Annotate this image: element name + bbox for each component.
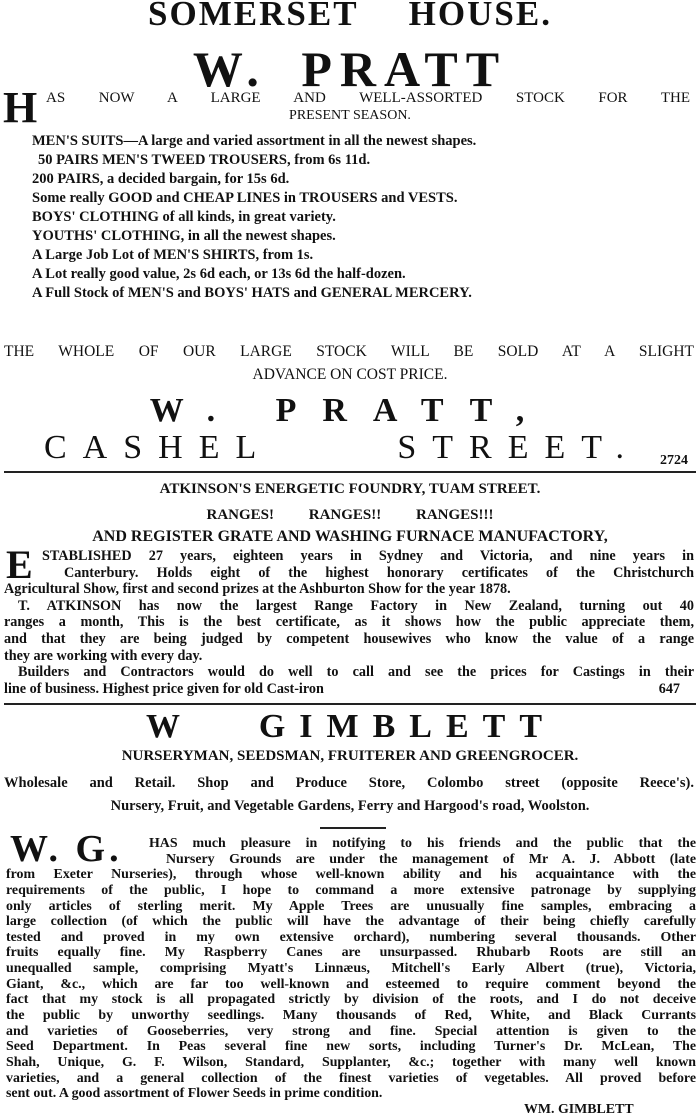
divider bbox=[4, 471, 696, 473]
body-line: HAS much pleasure in notifying to his friends and the public that the bbox=[149, 836, 696, 851]
list-item: A Full Stock of MEN'S and BOYS' HATS and GENERAL MERCERY. bbox=[32, 285, 472, 301]
body-line: Canterbury. Holds eight of the highest honorary certificates of the Christchurch bbox=[64, 564, 694, 581]
body-line: from Exeter Nurseries), through whose well-known ability and his acquaintance with the bbox=[6, 867, 696, 883]
body-line: fact that my stock is all propagated strictly by division of the roots, and I do not deceive bbox=[6, 992, 696, 1008]
body-line: Agricultural Show, first and second prizes at the Ashburton Show for the year 1878. bbox=[4, 581, 511, 598]
intro-line: PRESENT SEASON. bbox=[289, 108, 411, 123]
atkinson-body bbox=[4, 542, 694, 697]
atkinson-heading: ATKINSON'S ENERGETIC FOUNDRY, TUAM STREET. bbox=[159, 481, 541, 497]
item-list bbox=[32, 132, 672, 303]
body-line: Seed Department. In Peas several fine new sorts, including Turner's Dr. McLean, The bbox=[6, 1039, 696, 1055]
body-line bbox=[4, 681, 694, 698]
list-item: 50 PAIRS MEN'S TWEED TROUSERS, from 6s 11d. bbox=[38, 152, 371, 168]
closing-line: THE WHOLE OF OUR LARGE STOCK WILL BE SOLD AT A SLIGHT bbox=[4, 343, 694, 360]
body-line: Shah, Unique, G. F. Wilson, Standard, Supplanter, &c.; together with many well known bbox=[6, 1054, 696, 1070]
trades-line: NURSERYMAN, SEEDSMAN, FRUITERER AND GREENGROCER. bbox=[121, 748, 579, 764]
gimblett-body bbox=[6, 828, 696, 1118]
body-line: large collection (of which the public will have the advantage of their being chiefly carefully bbox=[6, 914, 696, 930]
ranges-text: RANGES!! bbox=[308, 507, 382, 523]
divider bbox=[4, 703, 696, 705]
advertiser-name-gimblett: W GIMBLETT bbox=[146, 708, 556, 745]
body-line: ranges a month, This is the best certificate, as it shows how the public appreciate them, bbox=[4, 614, 694, 631]
signature-street: CASHEL STREET. bbox=[44, 429, 640, 466]
divider bbox=[320, 827, 386, 829]
body-line: the public by unworthy seedlings. Many thousands of Red, White, and Black Currants bbox=[6, 1008, 696, 1024]
body-text: line of business. Highest price given for old Cast-iron bbox=[4, 680, 324, 697]
intro-line: AS NOW A LARGE AND WELL-ASSORTED STOCK FOR THE bbox=[46, 90, 690, 106]
body-line: Giant, &c., which are far too well-known and esteemed to require comment beyond the bbox=[6, 976, 696, 992]
ad-number: 647 bbox=[658, 680, 680, 697]
list-item: 200 PAIRS, a decided bargain, for 15s 6d. bbox=[32, 171, 290, 187]
list-item: A Lot really good value, 2s 6d each, or 13s 6d the half-dozen. bbox=[32, 266, 406, 282]
list-item: YOUTHS' CLOTHING, in all the newest shapes. bbox=[32, 228, 336, 244]
body-line: sent out. A good assortment of Flower Seeds in prime condition. bbox=[6, 1086, 383, 1102]
atkinson-subheading: AND REGISTER GRATE AND WASHING FURNACE MANUFACTORY, bbox=[92, 528, 608, 545]
body-line: varieties, and a general collection of the finest varieties of vegetables. All proved before bbox=[6, 1070, 696, 1086]
signature-name: W. PRATT, bbox=[149, 392, 551, 429]
list-item: A Large Job Lot of MEN'S SHIRTS, from 1s. bbox=[32, 247, 314, 263]
body-line: STABLISHED 27 years, eighteen years in Sydney and Victoria, and nine years in bbox=[42, 548, 694, 564]
body-line: and that they are being judged by competent housewives who know the value of a range bbox=[4, 630, 694, 647]
address-line: Nursery, Fruit, and Vegetable Gardens, Ferry and Hargood's road, Woolston. bbox=[110, 798, 590, 814]
signature: WM. GIMBLETT bbox=[524, 1101, 634, 1117]
ranges-text: RANGES!!! bbox=[416, 507, 494, 523]
body-line: unequalled sample, comprising Myatt's Linnæus, Mitchell's Early Albert (true), Victoria, bbox=[6, 961, 696, 977]
body-line: requirements of the public, I hope to command a more extensive patronage by supplying bbox=[6, 882, 696, 898]
body-line: tested and proved in my own extensive orchard), numbering several thousands. Other bbox=[6, 929, 696, 945]
body-line: they are working with every day. bbox=[4, 647, 203, 664]
list-item: Some really GOOD and CHEAP LINES in TROUSERS and VESTS. bbox=[32, 190, 458, 206]
list-item: MEN'S SUITS—A large and varied assortment in all the newest shapes. bbox=[32, 133, 477, 149]
initials: W. G. bbox=[10, 828, 123, 870]
body-line: Nursery Grounds are under the management of Mr A. J. Abbott (late bbox=[166, 851, 696, 867]
ranges-line bbox=[0, 507, 700, 524]
drop-cap: H bbox=[3, 83, 38, 132]
body-line: and varieties of Gooseberries, very strong and fine. Special attention is given to the bbox=[6, 1023, 696, 1039]
drop-cap: E bbox=[6, 542, 33, 587]
closing-line: ADVANCE ON COST PRICE. bbox=[252, 366, 448, 383]
body-line: T. ATKINSON has now the largest Range Factory in New Zealand, turning out 40 bbox=[18, 597, 694, 614]
body-line: only articles of sterling merit. My Apple Trees are unusually fine samples, embracing a bbox=[6, 898, 696, 914]
list-item: BOYS' CLOTHING of all kinds, in great variety. bbox=[32, 209, 336, 225]
ad-number: 2724 bbox=[660, 453, 688, 468]
banner-somerset-house: SOMERSET HOUSE. bbox=[148, 0, 552, 33]
address-line: Wholesale and Retail. Shop and Produce Store, Colombo street (opposite Reece's). bbox=[4, 775, 694, 791]
body-line: fruits equally fine. My Raspberry Canes are unsurpassed. Rhubarb Roots are still an bbox=[6, 945, 696, 961]
advertiser-name-pratt: W. PRATT bbox=[192, 41, 508, 97]
ranges-text: RANGES! bbox=[206, 507, 274, 523]
body-line: Builders and Contractors would do well to call and see the prices for Castings in their bbox=[18, 664, 694, 681]
